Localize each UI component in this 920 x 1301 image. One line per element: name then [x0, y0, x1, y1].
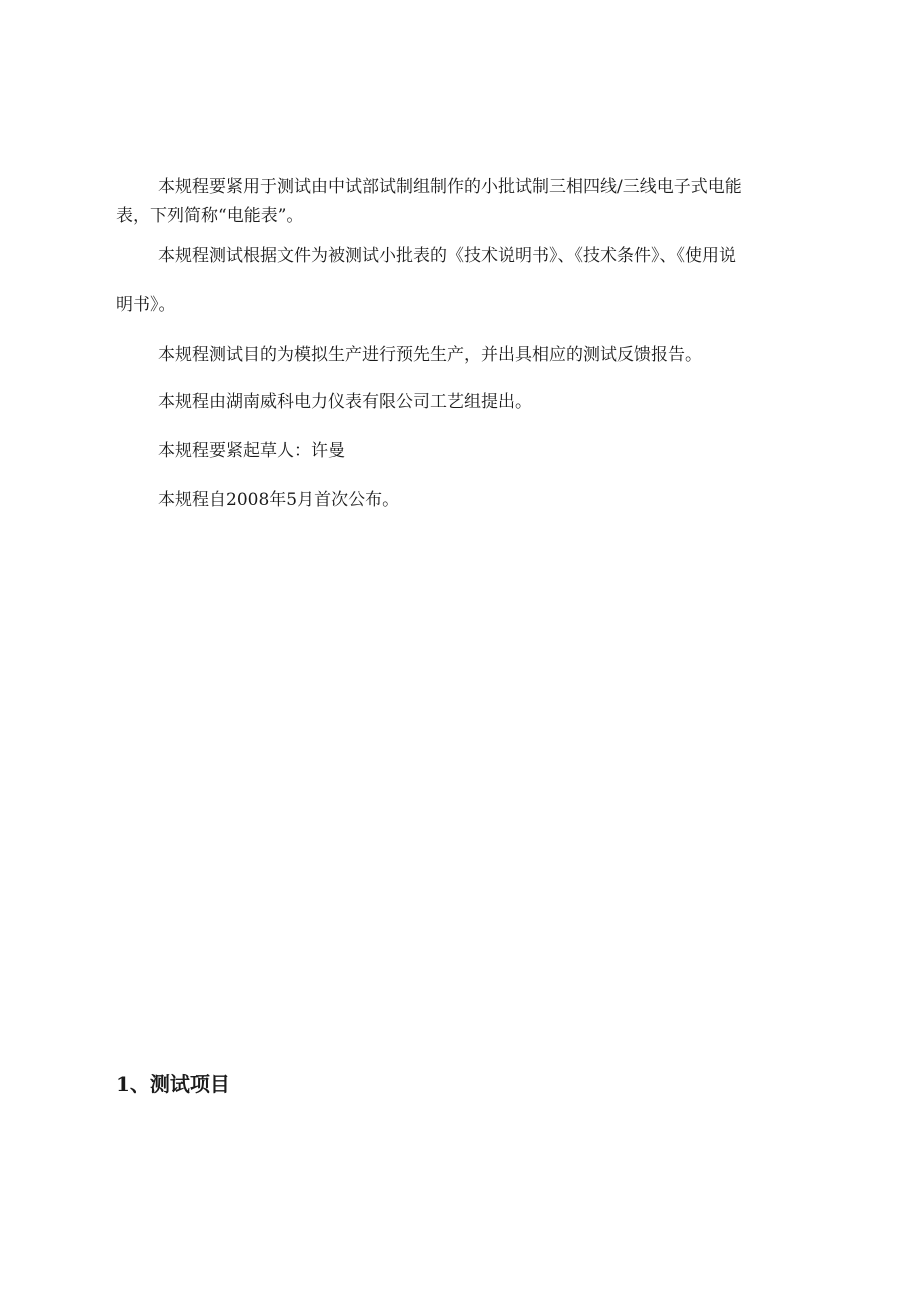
paragraph-drafter: 本规程要紧起草人：许曼	[158, 441, 345, 461]
paragraph-scope-line-2: 表，下列简称“电能表”。	[116, 206, 304, 226]
paragraph-basis-line-2: 明书》。	[116, 295, 176, 315]
section-heading: 1、测试项目	[116, 1072, 230, 1096]
paragraph-basis-line-1: 本规程测试根据文件为被测试小批表的《技术说明书》、《技术条件》、《使用说	[158, 246, 736, 266]
paragraph-publication: 本规程自2008年5月首次公布。	[158, 490, 400, 510]
paragraph-purpose: 本规程测试目的为模拟生产进行预先生产，并出具相应的测试反馈报告。	[158, 345, 702, 365]
paragraph-scope-line-1: 本规程要紧用于测试由中试部试制组制作的小批试制三相四线/三线电子式电能	[158, 177, 742, 197]
paragraph-proposer: 本规程由湖南威科电力仪表有限公司工艺组提出。	[158, 392, 532, 412]
